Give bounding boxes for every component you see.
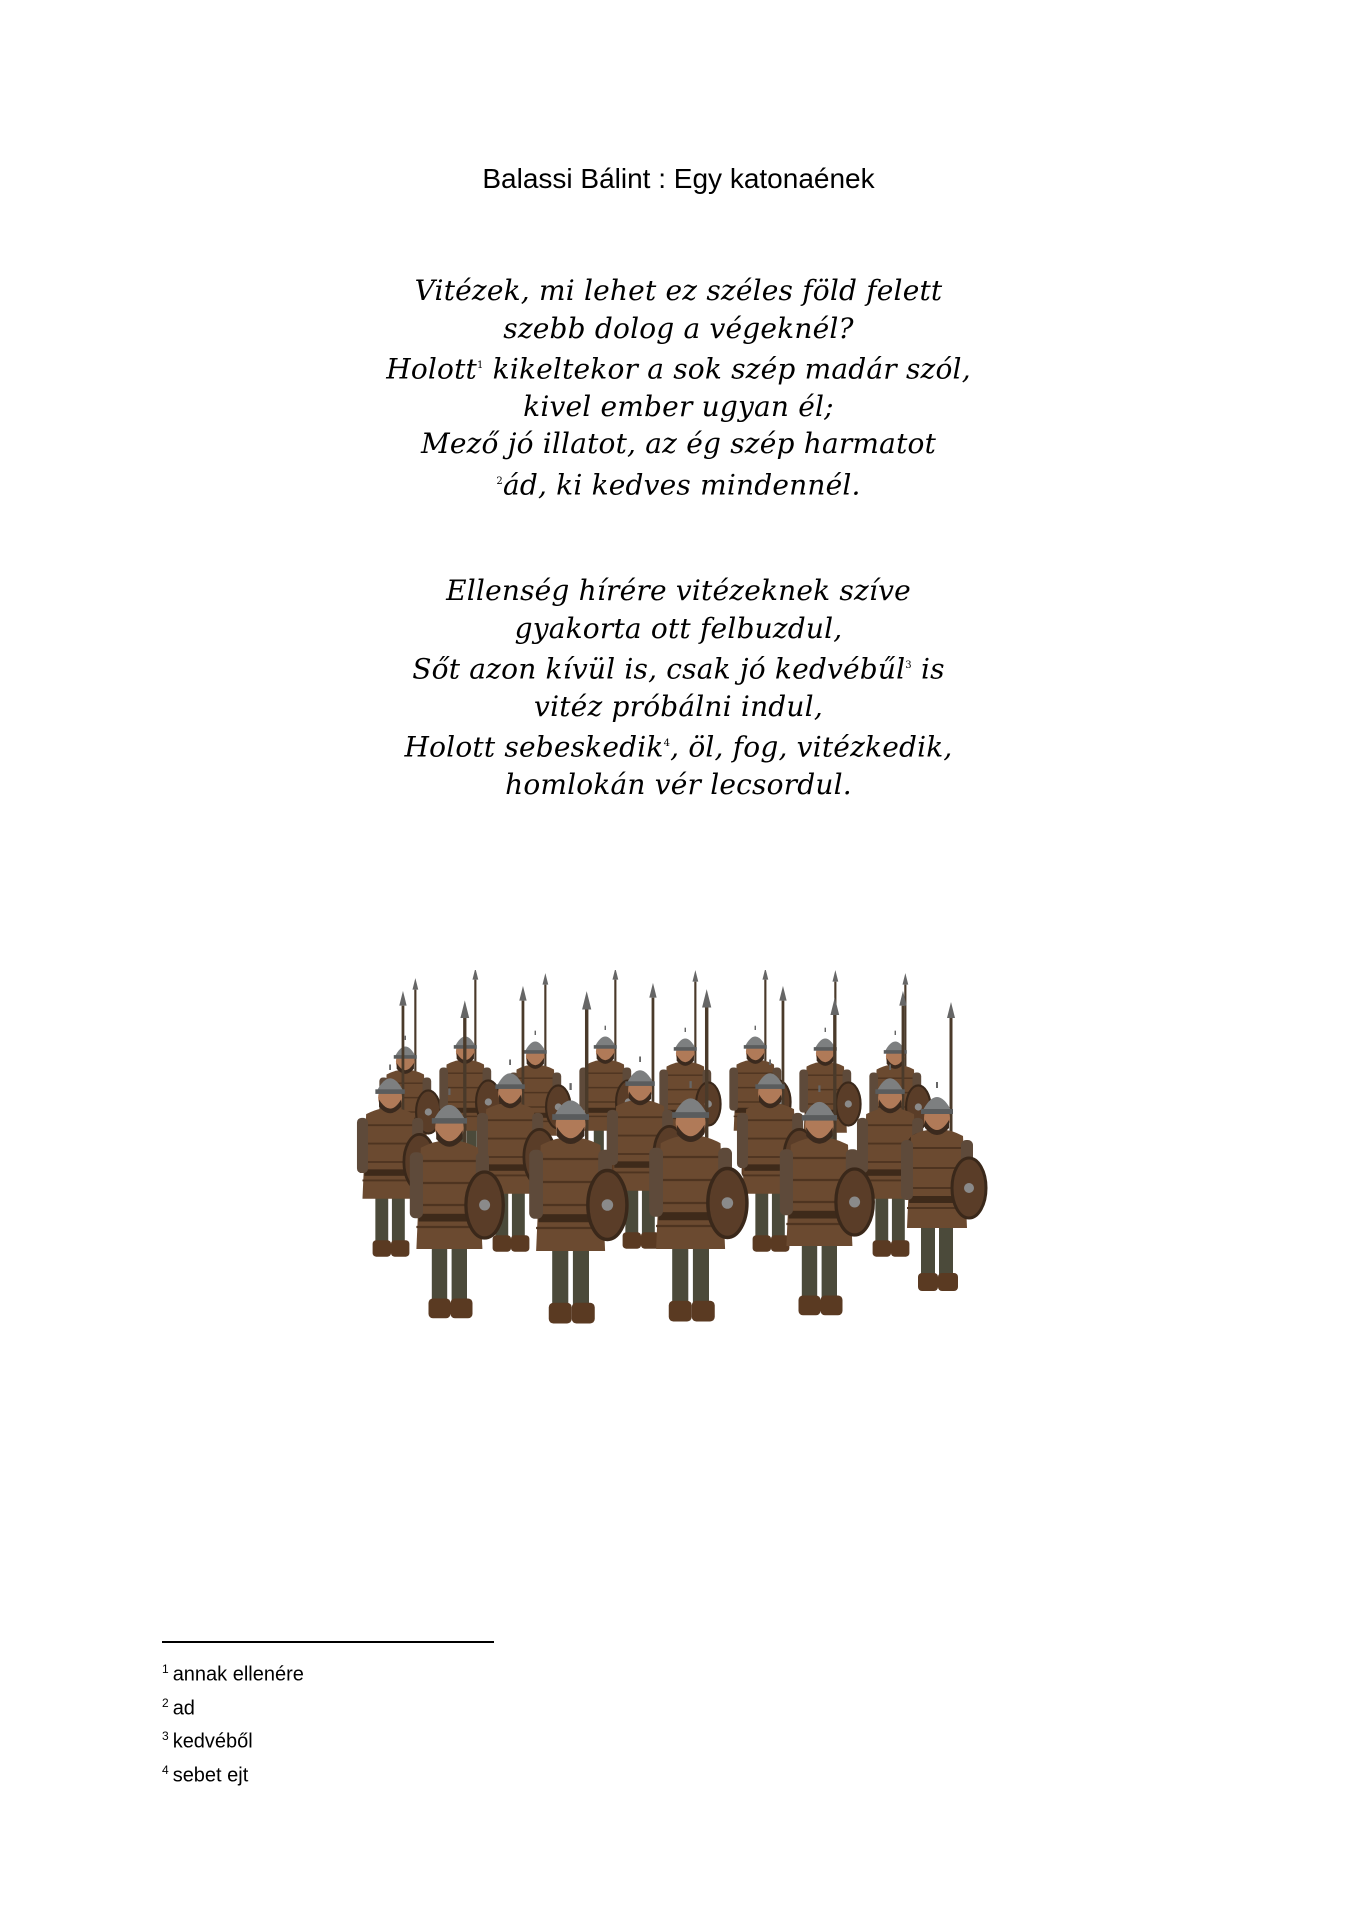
footnotes	[162, 1655, 304, 1790]
footnote-number: 4	[162, 1762, 169, 1777]
poem-line: Ellenség hírére vitézeknek szíve	[446, 574, 911, 607]
poem-line	[0, 647, 1357, 688]
poem-line-text: kikeltekor a sok szép madár szól,	[483, 352, 971, 386]
poem-line	[0, 463, 1357, 504]
poem-line-text: Holott sebeskedik	[404, 730, 664, 764]
footnote-text: sebet ejt	[172, 1764, 249, 1787]
poem-line: homlokán vér lecsordul.	[505, 768, 852, 802]
poem-line	[0, 725, 1357, 766]
footnote-item	[162, 1655, 304, 1689]
soldier-figure	[901, 1002, 986, 1291]
footnote-text: kedvéből	[172, 1730, 253, 1753]
footnote-marker[interactable]: 3	[905, 660, 912, 671]
poem-line: kivel ember ugyan él;	[523, 389, 834, 423]
poem-line	[0, 347, 1357, 388]
poem-line-text: , öl, fog, vitézkedik,	[670, 730, 953, 764]
footnote-marker[interactable]: 1	[477, 360, 484, 371]
poem-line-text: Holott	[386, 352, 477, 386]
poem-line: szebb dolog a végeknél?	[503, 311, 854, 345]
poem-line-text: Sőt azon kívül is, csak jó kedvébűl	[412, 652, 906, 686]
footnote-number: 1	[162, 1662, 169, 1676]
poem-line: vitéz próbálni indul,	[534, 689, 823, 723]
poem-line: gyakorta ott felbuzdul,	[514, 611, 843, 645]
footnote-number: 2	[162, 1695, 169, 1710]
footnote-item	[162, 1722, 304, 1756]
footnote-marker[interactable]: 4	[663, 738, 671, 750]
soldier-figure	[649, 989, 747, 1321]
footnote-separator	[162, 1641, 494, 1643]
poem-line: Vitézek, mi lehet ez széles föld felett	[414, 274, 943, 307]
footnote-item	[162, 1689, 304, 1723]
poem-line: Mező jó illatot, az ég szép harmatot	[420, 427, 937, 461]
page-title: Balassi Bálint : Egy katonaének	[482, 163, 875, 194]
poem-stanza-1	[0, 272, 1357, 504]
footnote-text: ad	[172, 1697, 195, 1720]
footnote-text: annak ellenére	[172, 1663, 304, 1686]
soldiers-illustration	[348, 970, 1013, 1390]
footnote-number: 3	[162, 1729, 169, 1744]
poem-line-text: is	[911, 652, 945, 686]
poem-line-text: ád, ki kedves mindennél.	[502, 468, 861, 502]
footnote-marker[interactable]: 2	[496, 475, 503, 487]
poem-stanza-2	[0, 572, 1357, 804]
footnote-item	[162, 1756, 304, 1790]
